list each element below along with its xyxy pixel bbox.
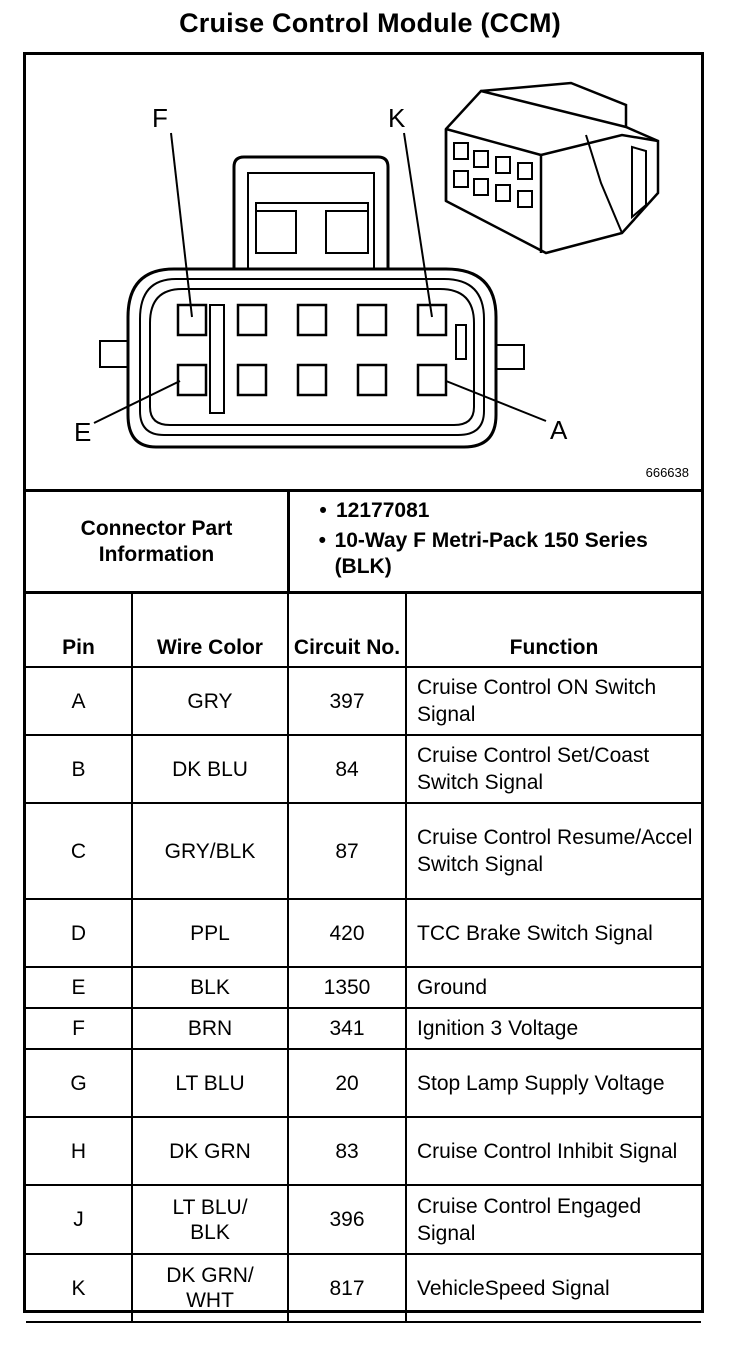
pinout-table — [26, 594, 701, 1323]
circuit-cell: 20 — [288, 1049, 406, 1117]
function-cell: TCC Brake Switch Signal — [406, 899, 701, 967]
table-row — [26, 899, 701, 967]
wire-color-cell: DK BLU — [132, 735, 288, 803]
connector-drawing — [26, 55, 701, 489]
circuit-cell: 420 — [288, 899, 406, 967]
function-cell: Cruise Control ON Switch Signal — [406, 667, 701, 735]
function-cell: Stop Lamp Supply Voltage — [406, 1049, 701, 1117]
pin-cell: J — [26, 1185, 132, 1254]
circuit-cell: 396 — [288, 1185, 406, 1254]
function-cell: Ignition 3 Voltage — [406, 1008, 701, 1049]
function-cell: VehicleSpeed Signal — [406, 1254, 701, 1322]
wire-color-cell: DK GRN — [132, 1117, 288, 1185]
circuit-cell: 397 — [288, 667, 406, 735]
pin-label-f: F — [152, 103, 168, 133]
wire-color-cell: GRY — [132, 667, 288, 735]
table-row — [26, 1117, 701, 1185]
circuit-cell: 1350 — [288, 967, 406, 1008]
wire-color-cell: LT BLU — [132, 1049, 288, 1117]
function-cell: Cruise Control Engaged Signal — [406, 1185, 701, 1254]
table-row — [26, 1008, 701, 1049]
wire-color-cell: BRN — [132, 1008, 288, 1049]
page-title: Cruise Control Module (CCM) — [179, 8, 561, 38]
pin-cell: E — [26, 967, 132, 1008]
connector-info-bullets — [290, 498, 690, 584]
figure-number: 666638 — [645, 465, 689, 480]
table-row — [26, 1185, 701, 1254]
connector-diagram — [26, 55, 701, 492]
function-cell: Ground — [406, 967, 701, 1008]
wire-color-cell: DK GRN/ WHT — [132, 1254, 288, 1322]
circuit-cell: 84 — [288, 735, 406, 803]
connector-info-label: Connector Part Information — [26, 492, 290, 591]
bullet-item — [290, 528, 690, 580]
pin-label-k: K — [388, 103, 406, 133]
function-cell: Cruise Control Inhibit Signal — [406, 1117, 701, 1185]
table-row — [26, 803, 701, 899]
pin-cell: B — [26, 735, 132, 803]
pin-label-a: A — [550, 415, 568, 445]
wire-color-cell: LT BLU/ BLK — [132, 1185, 288, 1254]
part-number: 12177081 — [336, 499, 430, 522]
wire-color-cell: BLK — [132, 967, 288, 1008]
connector-info — [26, 492, 701, 594]
bullet-icon: • — [319, 499, 327, 522]
pin-cell: K — [26, 1254, 132, 1322]
table-row — [26, 1049, 701, 1117]
pin-cell: H — [26, 1117, 132, 1185]
header-wire-color: Wire Color — [132, 594, 288, 667]
circuit-cell: 83 — [288, 1117, 406, 1185]
header-function: Function — [406, 594, 701, 667]
circuit-cell: 87 — [288, 803, 406, 899]
pin-cell: A — [26, 667, 132, 735]
table-row — [26, 1254, 701, 1322]
header-circuit-no: Circuit No. — [288, 594, 406, 667]
bullet-icon: • — [318, 529, 326, 552]
table-row — [26, 735, 701, 803]
pin-label-e: E — [74, 417, 92, 447]
pin-cell: D — [26, 899, 132, 967]
wire-color-cell: GRY/BLK — [132, 803, 288, 899]
connector-sheet — [23, 52, 704, 1313]
pin-cell: C — [26, 803, 132, 899]
circuit-cell: 341 — [288, 1008, 406, 1049]
pin-cell: G — [26, 1049, 132, 1117]
function-cell: Cruise Control Set/Coast Switch Signal — [406, 735, 701, 803]
connector-type: 10-Way F Metri-Pack 150 Series (BLK) — [334, 529, 648, 578]
table-row — [26, 667, 701, 735]
wire-color-cell: PPL — [132, 899, 288, 967]
table-row — [26, 967, 701, 1008]
header-pin: Pin — [26, 594, 132, 667]
function-cell: Cruise Control Resume/Accel Switch Signal — [406, 803, 701, 899]
pin-cell: F — [26, 1008, 132, 1049]
bullet-item — [290, 498, 690, 524]
circuit-cell: 817 — [288, 1254, 406, 1322]
table-header-row — [26, 594, 701, 667]
